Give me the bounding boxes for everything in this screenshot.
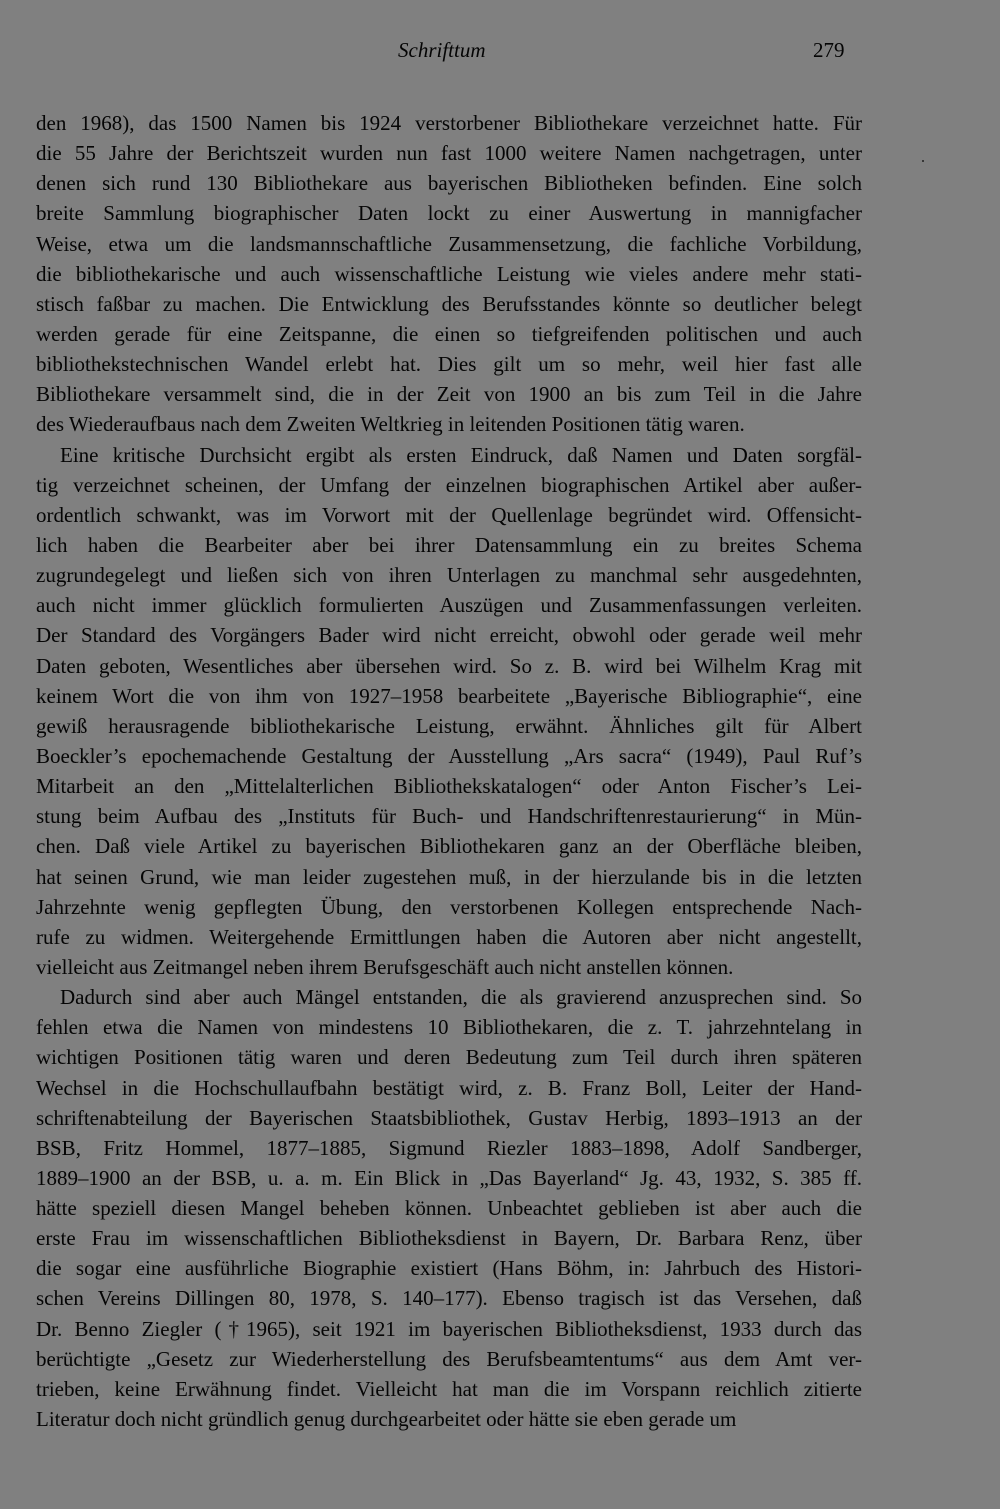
text-line: auch nicht immer glücklich formulierten Auszügen und Zusammenfassungen verleiten.	[36, 593, 862, 618]
scan-speck	[922, 160, 924, 162]
text-line: Boeckler’s epochemachende Gestaltung der Ausstellung „Ars sacra“ (1949), Paul Ruf’s	[36, 743, 862, 768]
text-line: des Wiederaufbaus nach dem Zweiten Weltkrieg in leitenden Positionen tätig waren.	[36, 412, 745, 437]
body-text	[36, 108, 862, 1434]
text-line: vielleicht aus Zeitmangel neben ihrem Berufsgeschäft auch nicht anstellen können.	[36, 954, 734, 979]
text-line: schriftenabteilung der Bayerischen Staatsbibliothek, Gustav Herbig, 1893–1913 an der	[36, 1105, 862, 1130]
text-line: tig verzeichnet scheinen, der Umfang der einzelnen biographischen Artikel aber außer-	[36, 472, 862, 497]
text-line: Eine kritische Durchsicht ergibt als ersten Eindruck, daß Namen und Daten sorgfäl-	[60, 442, 862, 467]
text-line: werden gerade für eine Zeitspanne, die einen so tiefgreifenden politischen und auch	[36, 321, 862, 346]
text-line: erste Frau im wissenschaftlichen Bibliotheksdienst in Bayern, Dr. Barbara Renz, über	[36, 1226, 862, 1251]
text-line: berüchtigte „Gesetz zur Wiederherstellung des Berufsbeamtentums“ aus dem Amt ver-	[36, 1346, 862, 1371]
text-line: fehlen etwa die Namen von mindestens 10 Bibliothekaren, die z. T. jahrzehntelang in	[36, 1015, 862, 1040]
text-line: Jahrzehnte wenig gepflegten Übung, den verstorbenen Kollegen entsprechende Nach-	[36, 894, 862, 919]
text-line: schen Vereins Dillingen 80, 1978, S. 140–177). Ebenso tragisch ist das Versehen, daß	[36, 1286, 862, 1311]
text-line: chen. Daß viele Artikel zu bayerischen Bibliothekaren ganz an der Oberfläche bleiben,	[36, 834, 862, 859]
text-line: lich haben die Bearbeiter aber bei ihrer Datensammlung ein zu breites Schema	[36, 532, 862, 557]
running-head	[0, 38, 1000, 68]
text-line: gewiß herausragende bibliothekarische Leistung, erwähnt. Ähnliches gilt für Albert	[36, 713, 862, 738]
text-line: Wechsel in die Hochschullaufbahn bestätigt wird, z. B. Franz Boll, Leiter der Hand-	[36, 1075, 862, 1100]
running-title: Schrifttum	[398, 38, 486, 62]
text-line: die bibliothekarische und auch wissenschaftliche Leistung wie vieles andere mehr stati-	[36, 261, 862, 286]
page-number: 279	[813, 38, 845, 62]
text-line: Der Standard des Vorgängers Bader wird nicht erreicht, obwohl oder gerade weil mehr	[36, 623, 862, 648]
text-line: keinem Wort die von ihm von 1927–1958 bearbeitete „Bayerische Bibliographie“, eine	[36, 683, 862, 708]
text-line: breite Sammlung biographischer Daten lockt zu einer Auswertung in mannigfacher	[36, 201, 862, 226]
text-line: Literatur doch nicht gründlich genug durchgearbeitet oder hätte sie eben gerade um	[36, 1407, 737, 1432]
text-line: 1889–1900 an der BSB, u. a. m. Ein Blick in „Das Bayerland“ Jg. 43, 1932, S. 385 ff.	[36, 1165, 862, 1190]
text-line: hat seinen Grund, wie man leider zugestehen muß, in der hierzulande bis in die letzten	[36, 864, 862, 889]
text-line: ordentlich schwankt, was im Vorwort mit der Quellenlage begründet wird. Offensicht-	[36, 502, 862, 527]
text-line: trieben, keine Erwähnung findet. Vielleicht hat man die im Vorspann reichlich zitierte	[36, 1376, 862, 1401]
paragraph	[36, 108, 862, 440]
text-line: Mitarbeit an den „Mittelalterlichen Bibliothekskatalogen“ oder Anton Fischer’s Lei-	[36, 774, 862, 799]
text-line: Bibliothekare versammelt sind, die in der Zeit von 1900 an bis zum Teil in die Jahre	[36, 382, 862, 407]
text-line: den 1968), das 1500 Namen bis 1924 verstorbener Bibliothekare verzeichnet hatte. Für	[36, 111, 862, 135]
text-line: die 55 Jahre der Berichtszeit wurden nun fast 1000 weitere Namen nachgetragen, unter	[36, 141, 862, 166]
paragraph	[36, 440, 862, 983]
text-line: denen sich rund 130 Bibliothekare aus bayerischen Bibliotheken befinden. Eine solch	[36, 171, 862, 196]
text-line: stisch faßbar zu machen. Die Entwicklung des Berufsstandes könnte so deutlicher belegt	[36, 291, 862, 316]
text-line: bibliothekstechnischen Wandel erlebt hat. Dies gilt um so mehr, weil hier fast alle	[36, 352, 862, 377]
text-line: zugrundegelegt und ließen sich von ihren Unterlagen zu manchmal sehr ausgedehnten,	[36, 563, 862, 588]
text-line: Daten geboten, Wesentliches aber übersehen wird. So z. B. wird bei Wilhelm Krag mit	[36, 653, 862, 678]
text-line: stung beim Aufbau des „Instituts für Buch- und Handschriftenrestaurierung“ in Mün-	[36, 804, 862, 829]
text-line: BSB, Fritz Hommel, 1877–1885, Sigmund Riezler 1883–1898, Adolf Sandberger,	[36, 1135, 862, 1160]
text-line: die sogar eine ausführliche Biographie existiert (Hans Böhm, in: Jahrbuch des Histori-	[36, 1256, 862, 1281]
paragraph	[36, 982, 862, 1434]
text-line: hätte speziell diesen Mangel beheben können. Unbeachtet geblieben ist aber auch die	[36, 1196, 862, 1221]
text-line: rufe zu widmen. Weitergehende Ermittlungen haben die Autoren aber nicht angestellt,	[36, 924, 862, 949]
text-line: Dadurch sind aber auch Mängel entstanden, die als gravierend anzusprechen sind. So	[60, 985, 862, 1010]
text-line: Weise, etwa um die landsmannschaftliche Zusammensetzung, die fachliche Vorbildung,	[36, 231, 862, 256]
text-line: Dr. Benno Ziegler (†1965), seit 1921 im bayerischen Bibliotheksdienst, 1933 durch das	[36, 1316, 862, 1341]
text-line: wichtigen Positionen tätig waren und deren Bedeutung zum Teil durch ihren späteren	[36, 1045, 862, 1070]
